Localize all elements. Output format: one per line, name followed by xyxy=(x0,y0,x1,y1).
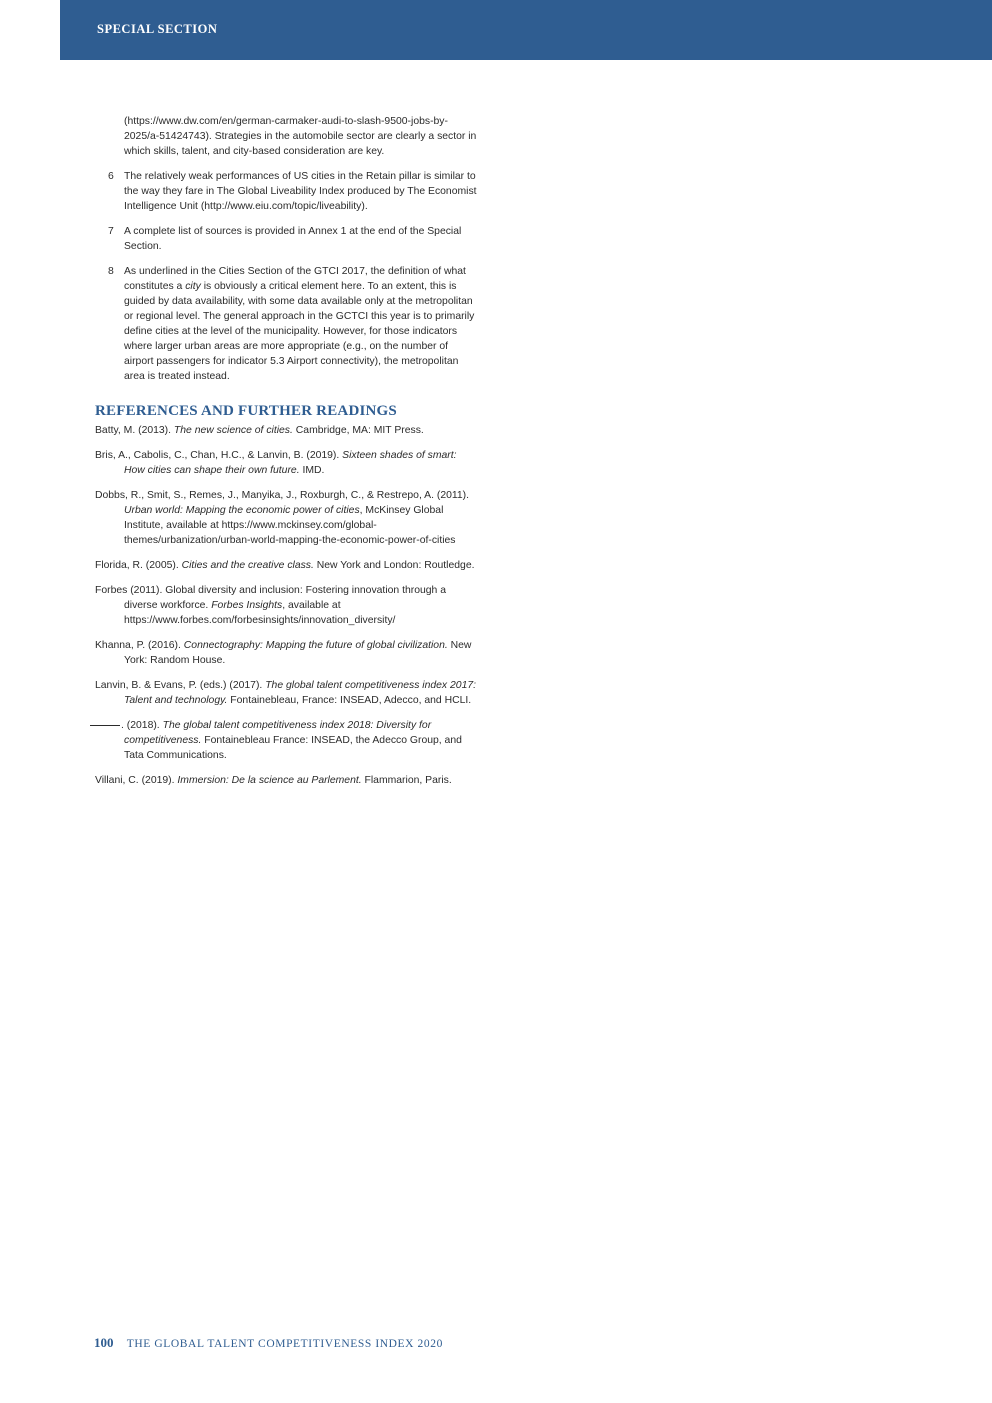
references-heading: REFERENCES AND FURTHER READINGS xyxy=(95,403,397,419)
page-footer xyxy=(94,1335,443,1351)
reference-item: Lanvin, B. & Evans, P. (eds.) (2017). The global talent competitiveness index 2017: Talent and technology. Fontainebleau, France: INSEAD, Adecco, and HCLI. xyxy=(95,680,477,706)
endnote-number: 7 xyxy=(108,226,114,237)
publication-title: THE GLOBAL TALENT COMPETITIVENESS INDEX 2020 xyxy=(126,1338,443,1350)
endnote-number: 8 xyxy=(108,266,114,277)
reference-item: Dobbs, R., Smit, S., Remes, J., Manyika, J., Roxburgh, C., & Restrepo, A. (2011). Urban world: Mapping the economic power of cities, McKinsey Global Institute, available at https://www.mckinsey.com/global-themes/urbanization/urban-world-mapping-the-economic-power-of-cities xyxy=(95,490,470,546)
endnote-number: 6 xyxy=(108,171,114,182)
reference-item: Florida, R. (2005). Cities and the creative class. New York and London: Routledge. xyxy=(95,560,475,571)
reference-item: Forbes (2011). Global diversity and inclusion: Fostering innovation through a diverse workforce. Forbes Insights, available at https://www.forbes.com/forbesinsights/innovation_diversity/ xyxy=(95,585,446,626)
endnotes xyxy=(95,114,480,384)
reference-item: Batty, M. (2013). The new science of cities. Cambridge, MA: MIT Press. xyxy=(95,425,424,436)
section-header-band xyxy=(60,0,992,60)
section-label: SPECIAL SECTION xyxy=(97,22,218,36)
reference-item: Bris, A., Cabolis, C., Chan, H.C., & Lanvin, B. (2019). Sixteen shades of smart: How cities can shape their own future. IMD. xyxy=(95,450,457,476)
reference-item: Villani, C. (2019). Immersion: De la science au Parlement. Flammarion, Paris. xyxy=(95,775,452,786)
endnote-text: A complete list of sources is provided in Annex 1 at the end of the Special Section. xyxy=(124,226,462,252)
endnote xyxy=(95,264,480,384)
repeat-author-dash xyxy=(90,725,120,726)
reference-item: . (2018). The global talent competitiveness index 2018: Diversity for competitiveness. Fontainebleau France: INSEAD, the Adecco Group, and Tata Communications. xyxy=(95,718,480,763)
endnote xyxy=(95,114,480,159)
page-content xyxy=(95,114,480,798)
endnote-text: The relatively weak performances of US cities in the Retain pillar is similar to the way they fare in The Global Liveability Index produced by The Economist Intelligence Unit (http://www.eiu.com/topic/liveability). xyxy=(124,171,477,212)
reference-item: Khanna, P. (2016). Connectography: Mapping the future of global civilization. New York: Random House. xyxy=(95,640,472,666)
endnote xyxy=(95,224,480,254)
endnote xyxy=(95,169,480,214)
references-list xyxy=(95,423,480,788)
endnote-text: As underlined in the Cities Section of the GTCI 2017, the definition of what constitutes a city is obviously a critical element here. To an extent, this is guided by data availability, with some data available only at the metropolitan or regional level. The general approach in the GCTCI this year is to primarily define cities at the level of the municipality. However, for those indicators where larger urban areas are more appropriate (e.g., on the number of airport passengers for indicator 5.3 Airport connectivity), the metropolitan area is treated instead. xyxy=(124,266,475,382)
endnote-text: (https://www.dw.com/en/german-carmaker-audi-to-slash-9500-jobs-by-2025/a-51424743). Strategies in the automobile sector are clearly a sector in which skills, talent, and city-based consideration are key. xyxy=(124,116,477,157)
page-number: 100 xyxy=(94,1335,114,1350)
